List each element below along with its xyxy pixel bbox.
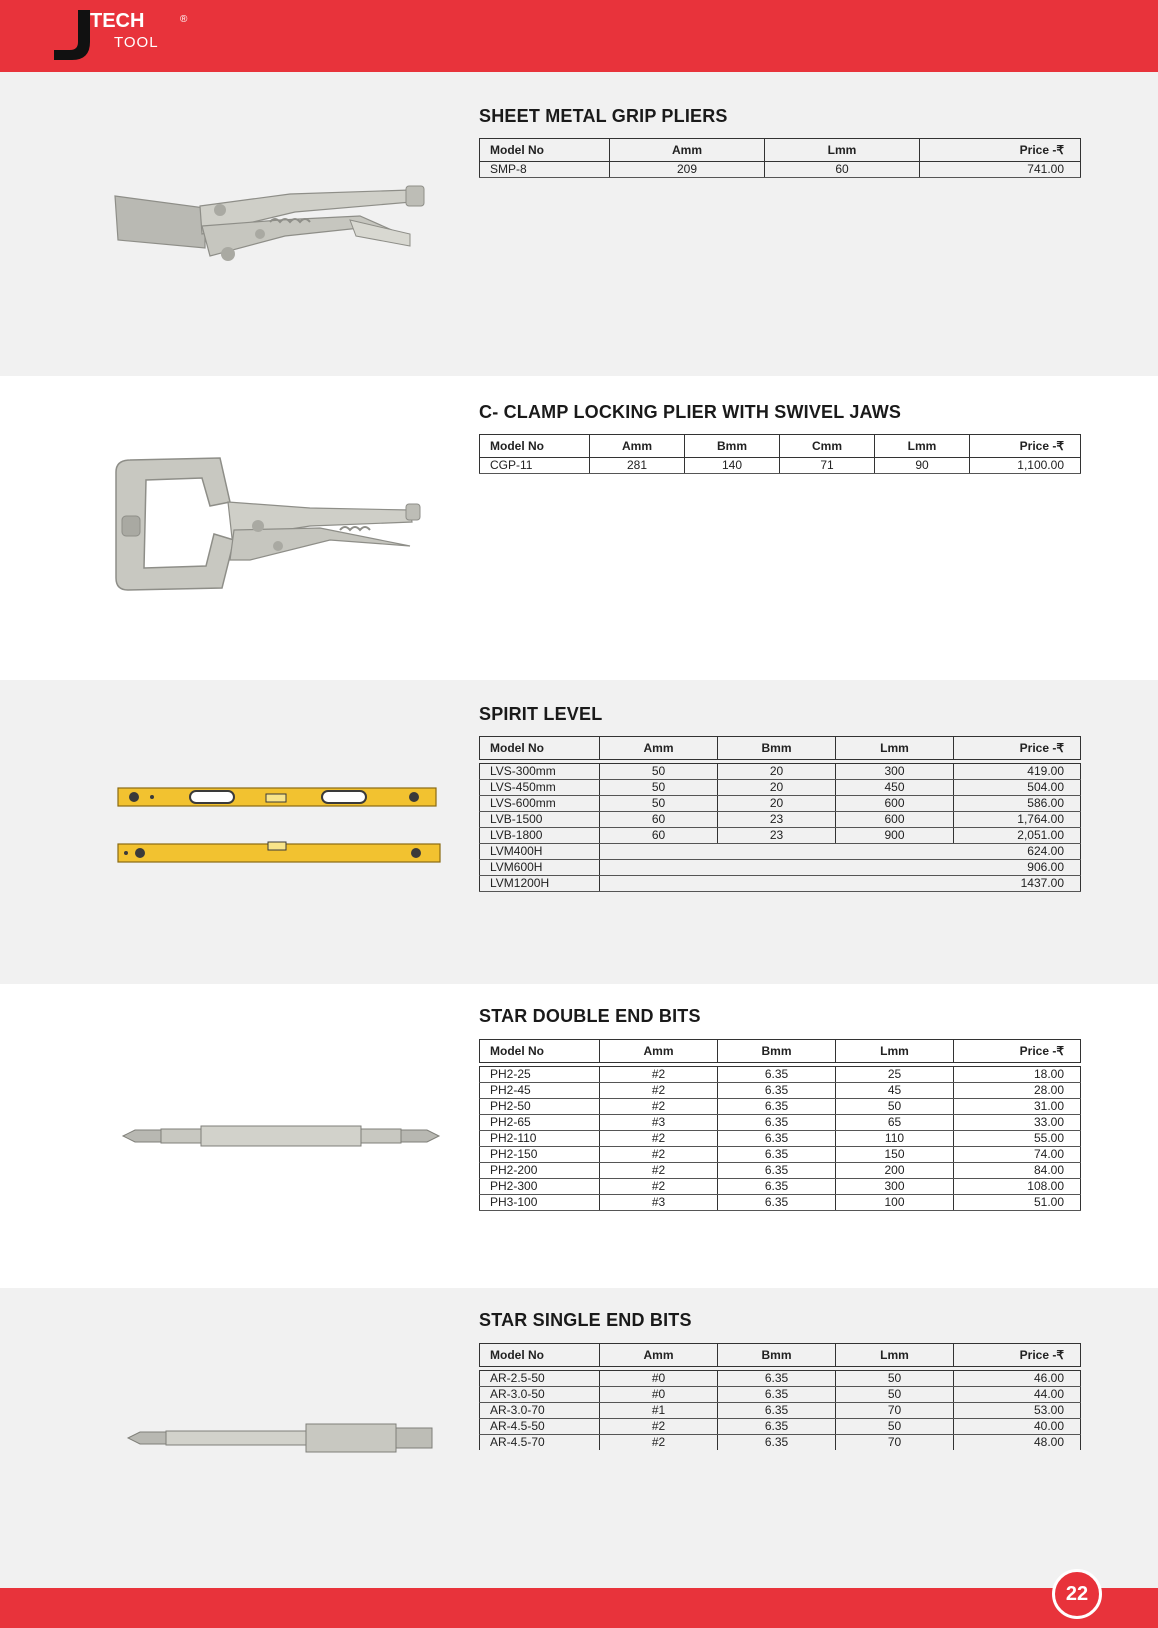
column-header: Model No — [480, 1344, 600, 1367]
table-row — [480, 1387, 1081, 1403]
column-header: Price -₹ — [920, 139, 1081, 162]
cell-value: 90 — [875, 458, 970, 474]
star-single-end-bit-icon — [116, 1418, 446, 1458]
table-row — [480, 860, 1081, 876]
cell-model: PH2-110 — [480, 1131, 600, 1147]
cell-value: 6.35 — [718, 1067, 836, 1083]
cell-value: 65 — [836, 1115, 954, 1131]
cell-price: 2,051.00 — [954, 828, 1081, 844]
cell-value: 200 — [836, 1163, 954, 1179]
cell-value: 45 — [836, 1083, 954, 1099]
cell-model: LVM400H — [480, 844, 600, 860]
spec-table-star-single-end-bits — [479, 1343, 1081, 1450]
cell-price: 1437.00 — [954, 876, 1081, 892]
cell-value: 71 — [780, 458, 875, 474]
table-row — [480, 1099, 1081, 1115]
cell-model: PH2-200 — [480, 1163, 600, 1179]
cell-model: PH3-100 — [480, 1195, 600, 1211]
cell-value: 23 — [718, 828, 836, 844]
table-row — [480, 780, 1081, 796]
cell-value: 150 — [836, 1147, 954, 1163]
table-row — [480, 1403, 1081, 1419]
cell-value: #2 — [600, 1163, 718, 1179]
column-header: Model No — [480, 435, 590, 458]
column-header: Cmm — [780, 435, 875, 458]
cell-value: #2 — [600, 1131, 718, 1147]
product-title: SPIRIT LEVEL — [479, 704, 603, 724]
cell-price: 419.00 — [954, 764, 1081, 780]
cell-price: 74.00 — [954, 1147, 1081, 1163]
cell-model: LVB-1800 — [480, 828, 600, 844]
column-header: Price -₹ — [954, 1040, 1081, 1063]
table-row — [480, 764, 1081, 780]
cell-value: #1 — [600, 1403, 718, 1419]
cell-value: 600 — [836, 796, 954, 812]
cell-model: AR-2.5-50 — [480, 1371, 600, 1387]
table-row — [480, 1115, 1081, 1131]
cell-value: 20 — [718, 796, 836, 812]
cell-price: 741.00 — [920, 162, 1081, 178]
column-header: Model No — [480, 139, 610, 162]
cell-value: 6.35 — [718, 1131, 836, 1147]
cell-value: 6.35 — [718, 1419, 836, 1435]
table-row — [480, 796, 1081, 812]
table-row — [480, 1435, 1081, 1451]
cell-model: LVS-450mm — [480, 780, 600, 796]
cell-price: 33.00 — [954, 1115, 1081, 1131]
cell-model: AR-4.5-70 — [480, 1435, 600, 1451]
cell-value: 50 — [600, 764, 718, 780]
cell-model: LVB-1500 — [480, 812, 600, 828]
column-header: Lmm — [875, 435, 970, 458]
cell-value: #3 — [600, 1115, 718, 1131]
column-header: Price -₹ — [970, 435, 1081, 458]
logo-registered-mark: ® — [180, 14, 188, 25]
column-header: Lmm — [836, 1344, 954, 1367]
cell-value: 6.35 — [718, 1371, 836, 1387]
product-title: STAR SINGLE END BITS — [479, 1310, 692, 1330]
cell-value: 140 — [685, 458, 780, 474]
table-row — [480, 812, 1081, 828]
cell-value: 100 — [836, 1195, 954, 1211]
c-clamp-locking-plier-icon — [110, 450, 440, 600]
product-section-star-single-end-bits — [0, 1288, 1158, 1588]
cell-price: 40.00 — [954, 1419, 1081, 1435]
column-header: Price -₹ — [954, 737, 1081, 760]
cell-value: 25 — [836, 1067, 954, 1083]
table-row — [480, 876, 1081, 892]
cell-price: 906.00 — [954, 860, 1081, 876]
logo-tech-text: TECH — [90, 10, 145, 32]
cell-price: 624.00 — [954, 844, 1081, 860]
spirit-level-icon — [114, 784, 444, 874]
cell-model: PH2-45 — [480, 1083, 600, 1099]
column-header: Amm — [590, 435, 685, 458]
spec-table-sheet-metal-grip-pliers — [479, 138, 1081, 178]
table-header-row — [480, 435, 1081, 458]
cell-model: LVM600H — [480, 860, 600, 876]
sheet-metal-grip-pliers-icon — [110, 176, 440, 276]
table-header-row — [480, 1344, 1081, 1367]
table-row — [480, 458, 1081, 474]
cell-empty — [600, 860, 954, 876]
product-title: SHEET METAL GRIP PLIERS — [479, 106, 728, 126]
cell-price: 55.00 — [954, 1131, 1081, 1147]
table-header-row — [480, 139, 1081, 162]
header-bar — [0, 0, 1158, 72]
table-row — [480, 1163, 1081, 1179]
cell-value: 60 — [600, 828, 718, 844]
cell-model: LVM1200H — [480, 876, 600, 892]
cell-price: 46.00 — [954, 1371, 1081, 1387]
table-row — [480, 1195, 1081, 1211]
product-section-spirit-level — [0, 680, 1158, 984]
cell-value: 281 — [590, 458, 685, 474]
cell-value: 450 — [836, 780, 954, 796]
cell-value: 900 — [836, 828, 954, 844]
cell-value: 300 — [836, 1179, 954, 1195]
table-row — [480, 1179, 1081, 1195]
cell-value: #2 — [600, 1067, 718, 1083]
cell-value: #3 — [600, 1195, 718, 1211]
table-row — [480, 1131, 1081, 1147]
column-header: Model No — [480, 1040, 600, 1063]
column-header: Bmm — [685, 435, 780, 458]
logo-tool-text: TOOL — [114, 34, 159, 51]
cell-price: 108.00 — [954, 1179, 1081, 1195]
product-section-sheet-metal-grip-pliers — [0, 72, 1158, 376]
cell-value: #0 — [600, 1371, 718, 1387]
cell-model: LVS-600mm — [480, 796, 600, 812]
cell-value: 23 — [718, 812, 836, 828]
column-header: Bmm — [718, 1344, 836, 1367]
table-row — [480, 162, 1081, 178]
table-row — [480, 844, 1081, 860]
table-row — [480, 1371, 1081, 1387]
star-double-end-bit-icon — [116, 1122, 446, 1150]
column-header: Lmm — [836, 1040, 954, 1063]
column-header: Lmm — [836, 737, 954, 760]
cell-model: AR-4.5-50 — [480, 1419, 600, 1435]
cell-price: 1,100.00 — [970, 458, 1081, 474]
cell-value: 6.35 — [718, 1147, 836, 1163]
product-section-star-double-end-bits — [0, 984, 1158, 1288]
product-section-c-clamp-locking-plier — [0, 376, 1158, 680]
cell-price: 48.00 — [954, 1435, 1081, 1451]
cell-value: #0 — [600, 1387, 718, 1403]
cell-value: 6.35 — [718, 1387, 836, 1403]
column-header: Amm — [610, 139, 765, 162]
cell-model: CGP-11 — [480, 458, 590, 474]
table-row — [480, 1147, 1081, 1163]
cell-value: 110 — [836, 1131, 954, 1147]
footer-bar — [0, 1588, 1158, 1628]
cell-value: 50 — [836, 1419, 954, 1435]
table-header-row — [480, 737, 1081, 760]
table-row — [480, 1419, 1081, 1435]
cell-price: 1,764.00 — [954, 812, 1081, 828]
cell-value: 6.35 — [718, 1115, 836, 1131]
cell-value: 50 — [836, 1371, 954, 1387]
cell-value: #2 — [600, 1435, 718, 1451]
cell-value: #2 — [600, 1099, 718, 1115]
cell-value: 70 — [836, 1403, 954, 1419]
table-header-row — [480, 1040, 1081, 1063]
cell-value: 60 — [600, 812, 718, 828]
cell-value: #2 — [600, 1083, 718, 1099]
product-title: STAR DOUBLE END BITS — [479, 1006, 701, 1026]
cell-price: 53.00 — [954, 1403, 1081, 1419]
cell-value: 60 — [765, 162, 920, 178]
cell-model: PH2-150 — [480, 1147, 600, 1163]
cell-value: #2 — [600, 1147, 718, 1163]
cell-value: 50 — [836, 1099, 954, 1115]
cell-model: SMP-8 — [480, 162, 610, 178]
cell-value: #2 — [600, 1419, 718, 1435]
cell-price: 51.00 — [954, 1195, 1081, 1211]
cell-value: 209 — [610, 162, 765, 178]
cell-model: AR-3.0-70 — [480, 1403, 600, 1419]
column-header: Price -₹ — [954, 1344, 1081, 1367]
column-header: Bmm — [718, 737, 836, 760]
spec-table-star-double-end-bits — [479, 1039, 1081, 1211]
cell-value: 50 — [600, 780, 718, 796]
table-row — [480, 828, 1081, 844]
column-header: Amm — [600, 1040, 718, 1063]
brand-logo — [52, 6, 212, 66]
cell-value: 70 — [836, 1435, 954, 1451]
cell-price: 586.00 — [954, 796, 1081, 812]
cell-value: 6.35 — [718, 1083, 836, 1099]
cell-value: 6.35 — [718, 1435, 836, 1451]
spec-table-spirit-level — [479, 736, 1081, 892]
cell-value: 50 — [836, 1387, 954, 1403]
cell-model: AR-3.0-50 — [480, 1387, 600, 1403]
column-header: Model No — [480, 737, 600, 760]
cell-value: 50 — [600, 796, 718, 812]
cell-price: 18.00 — [954, 1067, 1081, 1083]
cell-price: 504.00 — [954, 780, 1081, 796]
cell-value: 6.35 — [718, 1403, 836, 1419]
cell-price: 44.00 — [954, 1387, 1081, 1403]
table-row — [480, 1083, 1081, 1099]
column-header: Amm — [600, 1344, 718, 1367]
table-row — [480, 1067, 1081, 1083]
column-header: Amm — [600, 737, 718, 760]
cell-model: PH2-50 — [480, 1099, 600, 1115]
cell-empty — [600, 876, 954, 892]
cell-model: PH2-65 — [480, 1115, 600, 1131]
cell-price: 31.00 — [954, 1099, 1081, 1115]
cell-price: 28.00 — [954, 1083, 1081, 1099]
column-header: Lmm — [765, 139, 920, 162]
cell-model: PH2-25 — [480, 1067, 600, 1083]
cell-price: 84.00 — [954, 1163, 1081, 1179]
cell-value: 20 — [718, 780, 836, 796]
cell-model: PH2-300 — [480, 1179, 600, 1195]
cell-empty — [600, 844, 954, 860]
logo-j-mark-icon — [52, 6, 94, 62]
cell-value: 6.35 — [718, 1163, 836, 1179]
cell-value: 6.35 — [718, 1099, 836, 1115]
product-title: C- CLAMP LOCKING PLIER WITH SWIVEL JAWS — [479, 402, 902, 422]
page-number: 22 — [1052, 1569, 1102, 1619]
spec-table-c-clamp-locking-plier — [479, 434, 1081, 474]
cell-value: 6.35 — [718, 1195, 836, 1211]
cell-value: 600 — [836, 812, 954, 828]
cell-value: #2 — [600, 1179, 718, 1195]
column-header: Bmm — [718, 1040, 836, 1063]
cell-value: 6.35 — [718, 1179, 836, 1195]
cell-value: 20 — [718, 764, 836, 780]
cell-model: LVS-300mm — [480, 764, 600, 780]
cell-value: 300 — [836, 764, 954, 780]
